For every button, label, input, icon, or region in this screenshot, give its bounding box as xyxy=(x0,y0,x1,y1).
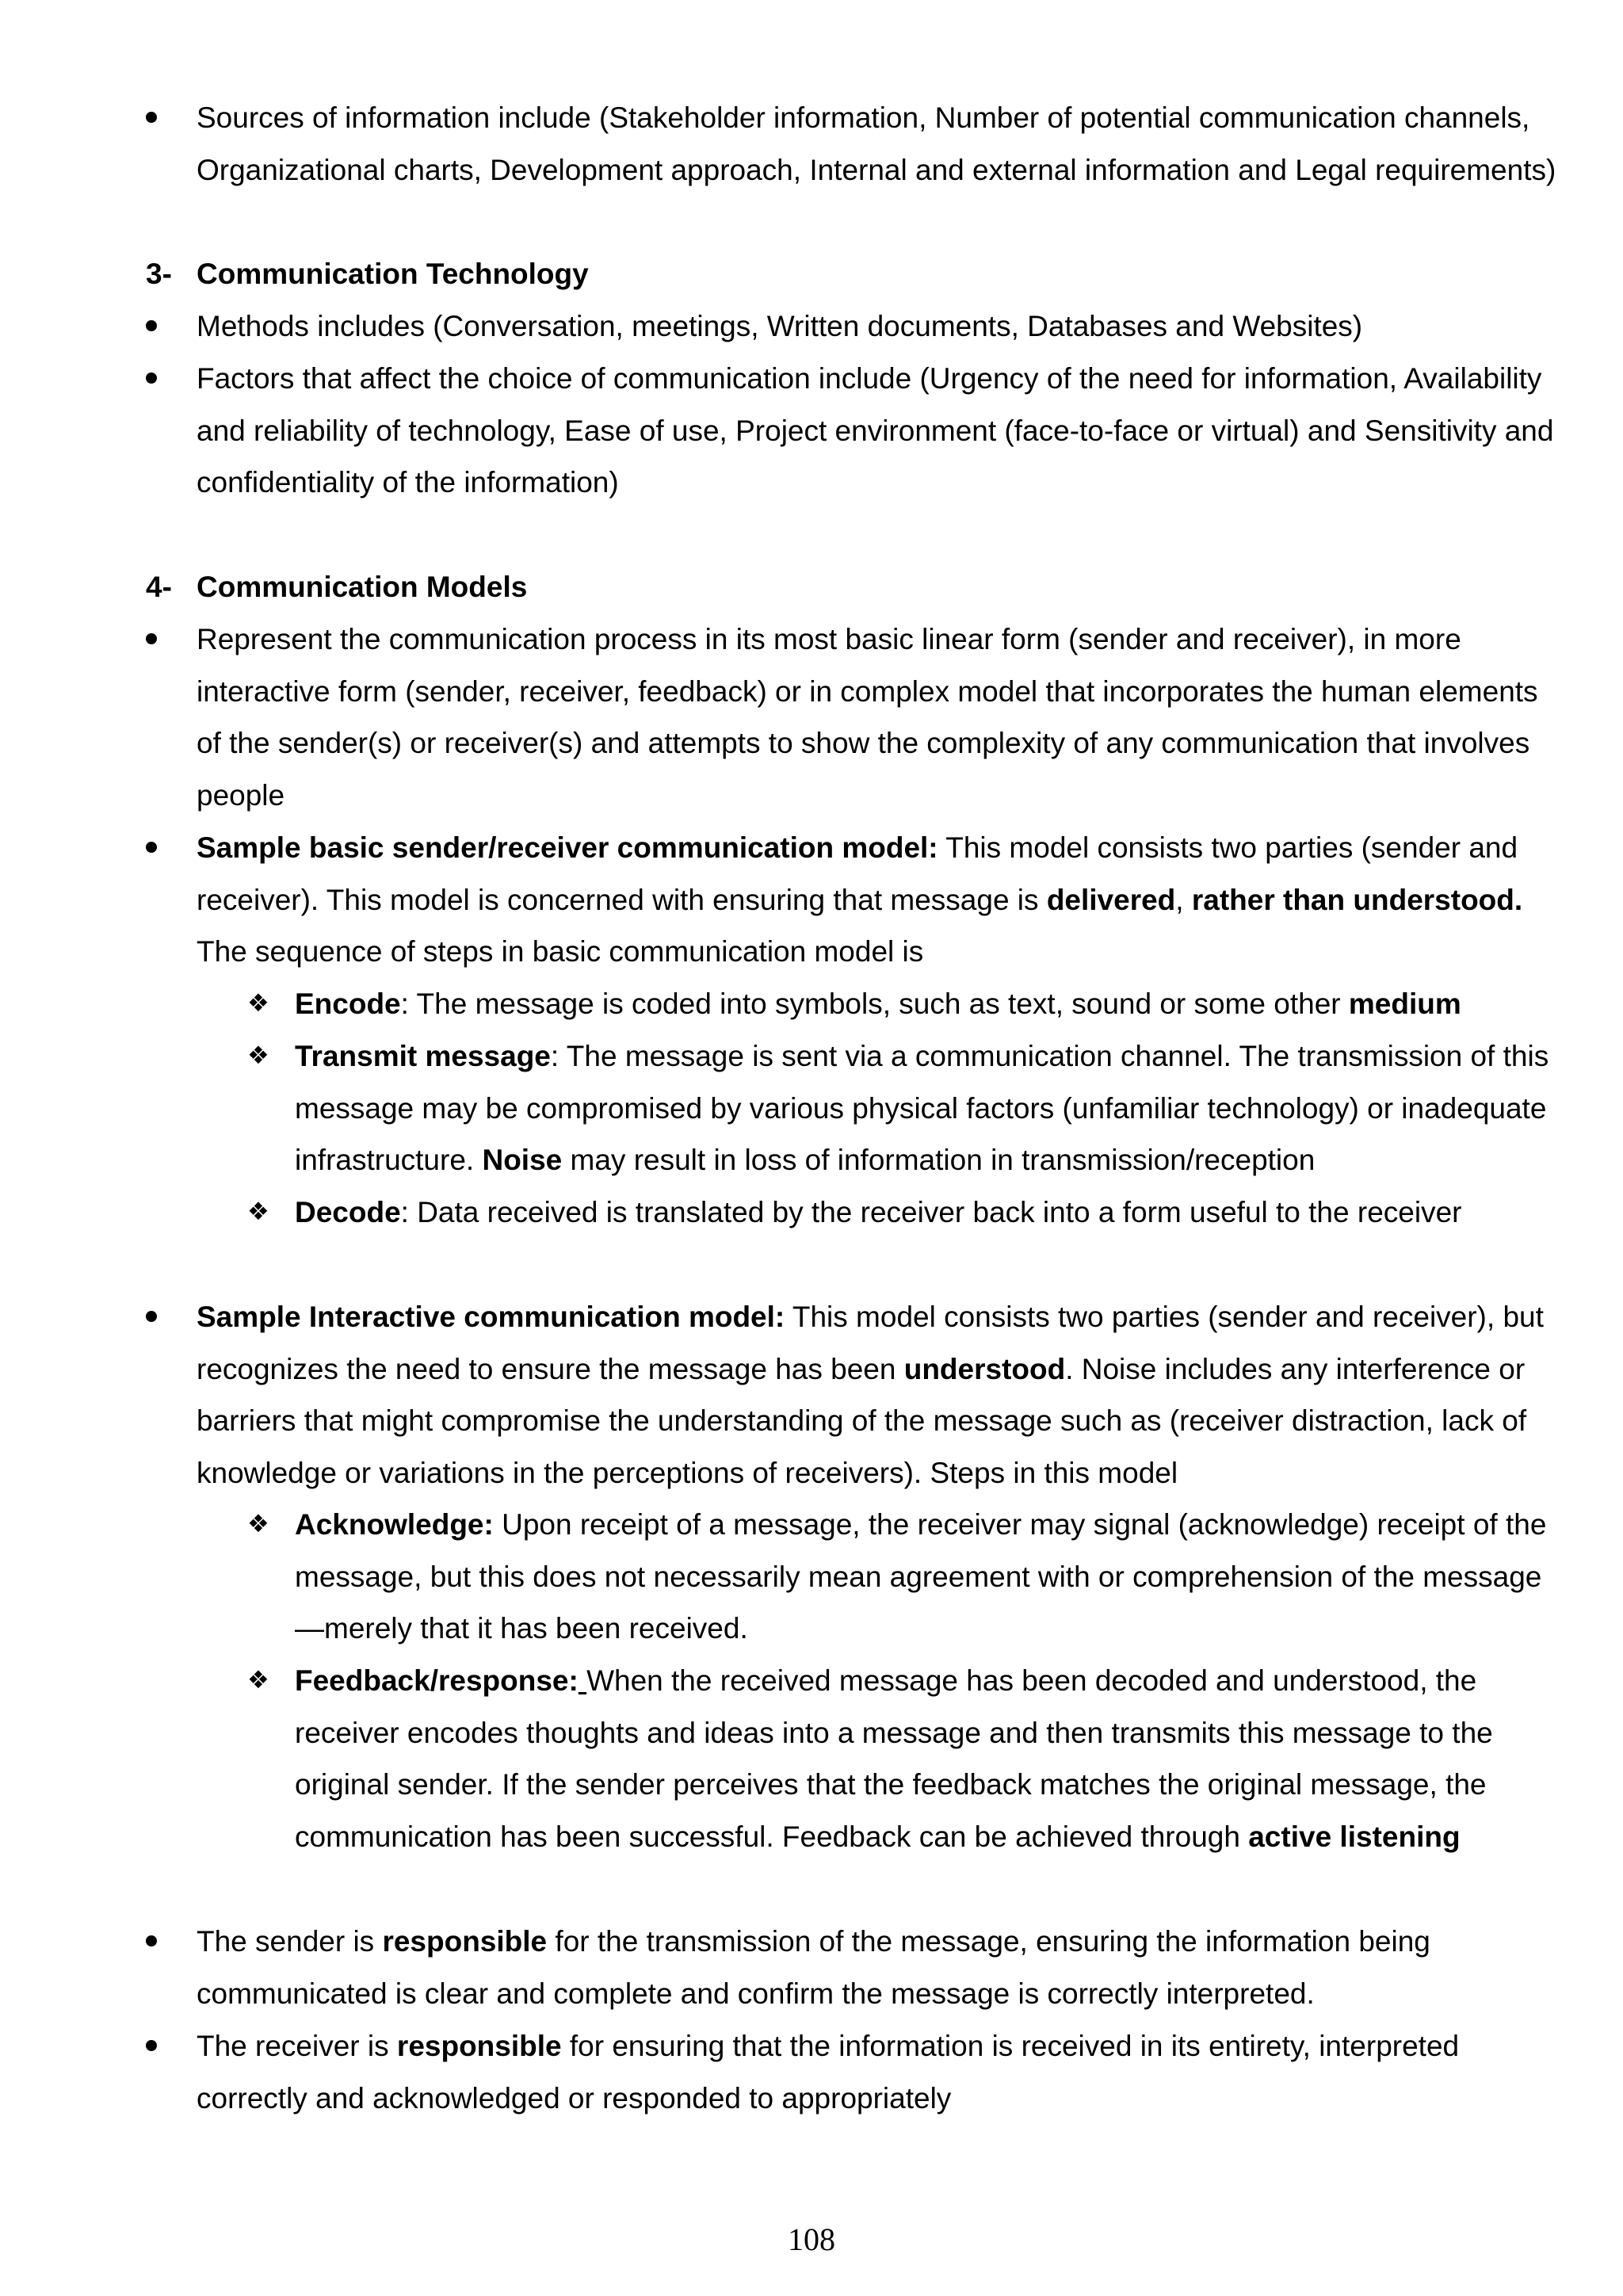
bullet-icon xyxy=(146,372,157,384)
bullet-icon xyxy=(146,112,157,123)
factors-bullet: Factors that affect the choice of communication include (Urgency of the need for information, Availability and reliability of technology, Ease of use, Project environment (face-to-face or virtual) and Sensitivity and confidentiality of the information) xyxy=(197,362,1554,499)
sources-bullet: Sources of information include (Stakeholder information, Number of potential communication channels, Organizational charts, Development approach, Internal and external information and Legal requirements) xyxy=(197,101,1556,186)
bullet-icon xyxy=(146,633,157,644)
interactive-model-bullet: Sample Interactive communication model: This model consists two parties (sender and receiver), but recognizes the need to ensure the message has been understood. Noise includes any interference or barriers that might compromise the understanding of the message such as (receiver distraction, lack of knowledge or variations in the perceptions of receivers). Steps in this model xyxy=(197,1301,1544,1489)
decode-step: Decode: Data received is translated by the receiver back into a form useful to the receiver xyxy=(295,1196,1462,1228)
basic-model-bullet: Sample basic sender/receiver communication model: This model consists two parties (sender and receiver). This model is concerned with ensuring that message is delivered, rather than understood. The sequence of steps in basic communication model is xyxy=(197,831,1523,968)
diamond-bullet-icon: ❖ xyxy=(247,1666,269,1694)
section-heading-communication-technology: Communication Technology xyxy=(197,258,589,290)
receiver-responsibility-bullet: The receiver is responsible for ensuring that the information is received in its entirety, interpreted correctly and acknowledged or responded to appropriately xyxy=(197,2030,1460,2115)
bullet-icon xyxy=(146,1311,157,1322)
diamond-bullet-icon: ❖ xyxy=(247,989,269,1018)
diamond-bullet-icon: ❖ xyxy=(247,1510,269,1538)
encode-step: Encode: The message is coded into symbols, such as text, sound or some other medium xyxy=(295,988,1461,1020)
feedback-step: Feedback/response: When the received message has been decoded and understood, the receiver encodes thoughts and ideas into a message and then transmits this message to the original sender. If the sender perceives that the feedback matches the original message, the communication has been successful. Feedback can be achieved through active listening xyxy=(295,1664,1493,1853)
section-heading-communication-models: Communication Models xyxy=(197,571,528,603)
bullet-icon xyxy=(146,320,157,331)
diamond-bullet-icon: ❖ xyxy=(247,1198,269,1226)
diamond-bullet-icon: ❖ xyxy=(247,1041,269,1070)
bullet-icon xyxy=(146,2040,157,2051)
sender-responsibility-bullet: The sender is responsible for the transmission of the message, ensuring the information being communicated is clear and complete and confirm the message is correctly interpreted. xyxy=(197,1925,1430,2010)
bullet-icon xyxy=(146,842,157,853)
section-number: 4- xyxy=(146,571,172,603)
methods-bullet: Methods includes (Conversation, meetings, Written documents, Databases and Websites) xyxy=(197,310,1363,342)
bullet-icon xyxy=(146,1935,157,1946)
section-number: 3- xyxy=(146,258,172,290)
represent-bullet: Represent the communication process in its most basic linear form (sender and receiver), in more interactive form (sender, receiver, feedback) or in complex model that incorporates the human elements of the sender(s) or receiver(s) and attempts to show the complexity of any communication that involves people xyxy=(197,623,1538,812)
acknowledge-step: Acknowledge: Upon receipt of a message, the receiver may signal (acknowledge) receipt of the message, but this does not necessarily mean agreement with or comprehension of the message—merely that it has been received. xyxy=(295,1508,1547,1645)
page-number: 108 xyxy=(788,2222,835,2257)
transmit-step: Transmit message: The message is sent via a communication channel. The transmission of this message may be compromised by various physical factors (unfamiliar technology) or inadequate infrastructure. Noise may result in loss of information in transmission/reception xyxy=(295,1040,1549,1176)
